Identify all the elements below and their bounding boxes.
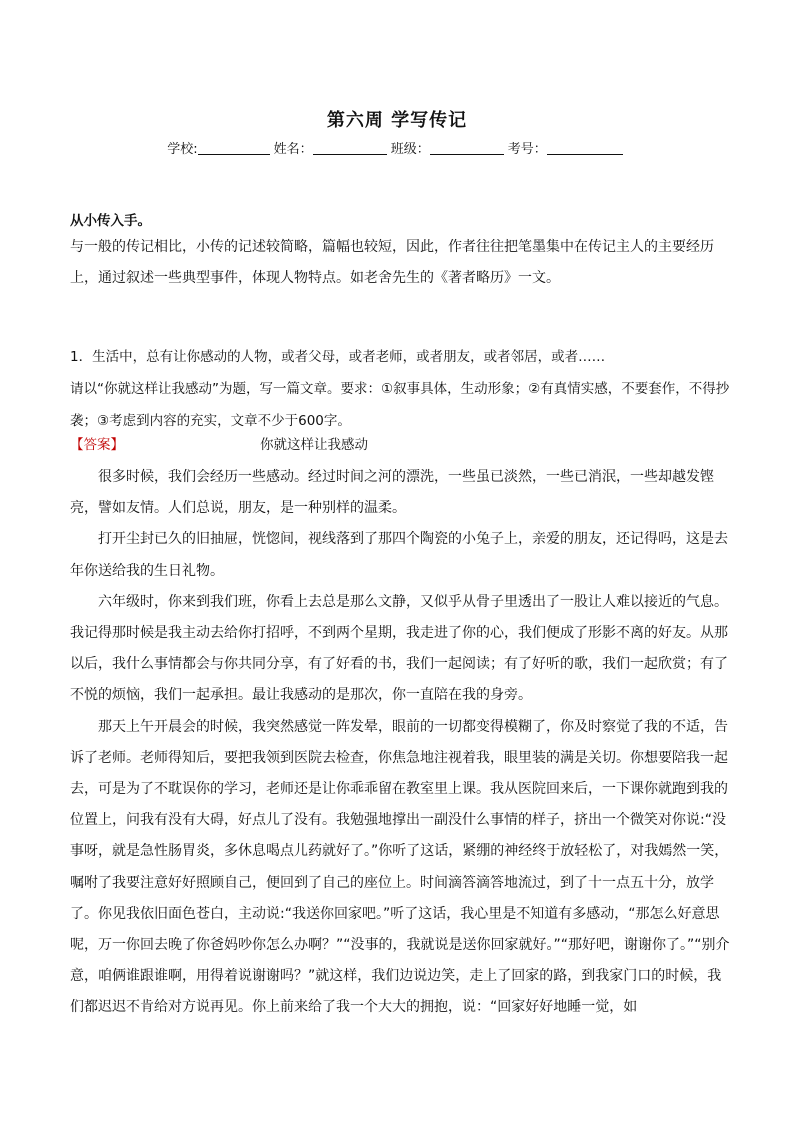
exam-number-label: 考号： <box>507 142 547 157</box>
intro-body: 与一般的传记相比，小传的记述较简略，篇幅也较短，因此，作者往往把笔墨集中在传记主人的主要经历上，通过叙述一些典型事件，体现人物特点。如老舍先生的《著者略历》一文。 <box>70 239 714 286</box>
answer-label: 【答案】 <box>70 437 124 453</box>
question-requirements: 请以“你就这样让我感动”为题，写一篇文章。要求：①叙事具体，生动形象；②有真情实感，不要套作，不得抄袭；③考虑到内容的充实，文章不少于600字。 <box>70 381 730 429</box>
page-title: 第六周 学写传记 <box>326 110 468 131</box>
essay-title: 你就这样让我感动 <box>260 437 368 453</box>
essay-body <box>70 462 734 1024</box>
intro-heading: 从小传入手。 <box>70 213 151 229</box>
name-label: 姓名： <box>273 142 313 157</box>
question-1 <box>70 341 734 437</box>
name-blank[interactable] <box>313 140 387 155</box>
school-blank[interactable] <box>198 140 270 155</box>
class-blank[interactable] <box>430 140 504 155</box>
essay-paragraph: 很多时候，我们会经历一些感动。经过时间之河的漂洗，一些虽已淡然，一些已消泯，一些却越发铿亮，譬如友情。人们总说，朋友，是一种别样的温柔。 <box>70 469 714 517</box>
exam-number-blank[interactable] <box>547 140 623 155</box>
question-line-1: 1．生活中，总有让你感动的人物，或者父母，或者老师，或者朋友，或者邻居，或者…… <box>70 349 606 365</box>
essay-paragraph: 打开尘封已久的旧抽屉，恍惚间，视线落到了那四个陶瓷的小兔子上，亲爱的朋友，还记得吗，这是去年你送给我的生日礼物。 <box>70 531 728 579</box>
class-label: 班级： <box>390 142 430 157</box>
student-info-line <box>0 138 794 157</box>
school-label: 学校: <box>167 142 198 157</box>
essay-paragraph: 六年级时，你来到我们班，你看上去总是那么文静，又似乎从骨子里透出了一股让人难以接近的气息。我记得那时候是我主动去给你打招呼，不到两个星期，我走进了你的心，我们便成了形影不离的好友。从那以后，我什么事情都会与你共同分享，有了好看的书，我们一起阅读；有了好听的歌，我们一起欣赏；有了不悦的烦恼，我们一起承担。最让我感动的是那次，你一直陪在我的身旁。 <box>70 593 728 704</box>
essay-paragraph: 那天上午开晨会的时候，我突然感觉一阵发晕，眼前的一切都变得模糊了，你及时察觉了我的不适，告诉了老师。老师得知后，要把我领到医院去检查，你焦急地注视着我，眼里装的满是关切。你想要陪我一起去，可是为了不耽误你的学习，老师还是让你乖乖留在教室里上课。我从医院回来后，一下课你就跑到我的位置上，问我有没有大碍，好点儿了没有。我勉强地撑出一副没什么事情的样子，挤出一个微笑对你说:“没事呀，就是急性肠胃炎，多休息喝点儿药就好了。”你听了这话，紧绷的神经终于放轻松了，对我嫣然一笑，嘱咐了我要注意好好照顾自己，便回到了自己的座位上。时间滴答滴答地流过，到了十一点五十分，放学了。你见我依旧面色苍白，主动说:“我送你回家吧。”听了这话，我心里是不知道有多感动，“那怎么好意思呢，万一你回去晚了你爸妈吵你怎么办啊？”“没事的，我就说是送你回家就好。”“那好吧，谢谢你了。”“别介意，咱俩谁跟谁啊，用得着说谢谢吗？”就这样，我们边说边笑，走上了回家的路，到我家门口的时候，我们都迟迟不肯给对方说再见。你上前来给了我一个大大的拥抱，说：“回家好好地睡一觉，如 <box>70 718 730 1016</box>
